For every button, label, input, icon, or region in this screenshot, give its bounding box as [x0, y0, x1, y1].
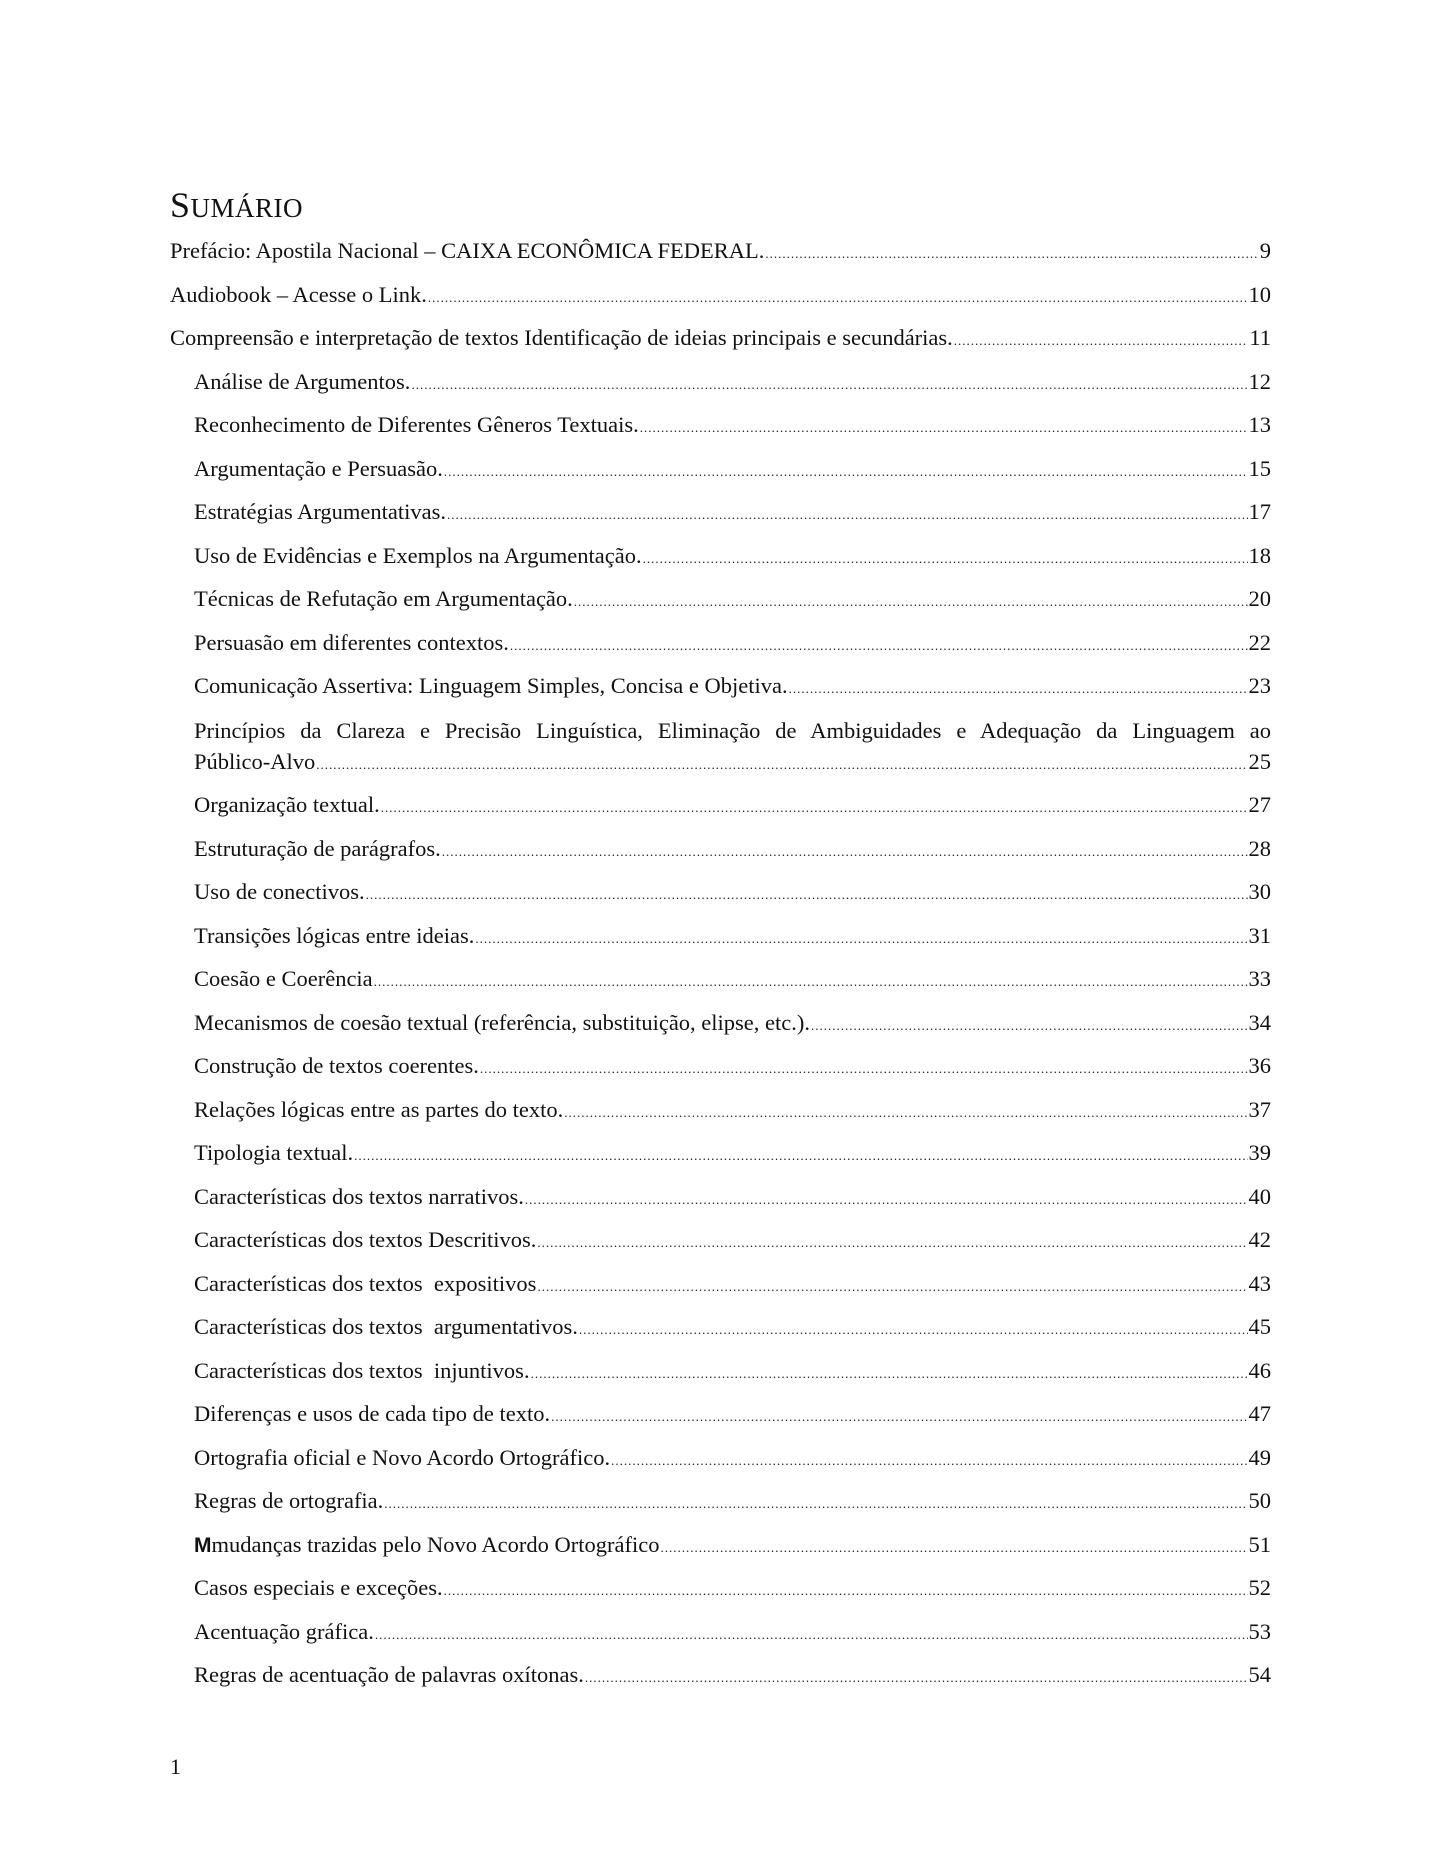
- dot-leader: [640, 413, 1248, 443]
- toc-entry-page: 20: [1248, 586, 1271, 611]
- toc-entry[interactable]: [194, 715, 1271, 779]
- toc-entry-label: Características dos textos expositivos: [194, 1270, 537, 1296]
- toc-entry[interactable]: [194, 1356, 1271, 1386]
- toc-entry[interactable]: [194, 1312, 1271, 1342]
- dot-leader: [381, 793, 1248, 823]
- toc-entry[interactable]: [194, 790, 1271, 820]
- toc-entry-page: 36: [1248, 1053, 1271, 1078]
- dot-leader: [366, 880, 1248, 910]
- toc-entry[interactable]: [194, 877, 1271, 907]
- toc-entry[interactable]: [194, 410, 1271, 440]
- toc-entry[interactable]: [194, 1269, 1271, 1299]
- toc-entry-page: 9: [1259, 238, 1271, 263]
- toc-entry-page: 33: [1248, 966, 1271, 991]
- toc-entry-label: Regras de acentuação de palavras oxítonas.: [194, 1662, 584, 1687]
- dot-leader: [954, 326, 1249, 356]
- toc-entry-page: 34: [1248, 1009, 1271, 1035]
- toc-entry[interactable]: [194, 1660, 1271, 1690]
- toc-entry-label: Transições lógicas entre ideias.: [194, 922, 475, 948]
- toc-entry-page: 40: [1248, 1183, 1271, 1209]
- toc-entry-page: 13: [1248, 412, 1271, 437]
- toc-entry-page: 53: [1248, 1618, 1271, 1644]
- dot-leader: [525, 1185, 1248, 1215]
- toc-entry-page: 28: [1248, 835, 1271, 861]
- toc-entry-page: 10: [1248, 281, 1271, 307]
- toc-entry-page: 54: [1248, 1662, 1271, 1687]
- toc-entry[interactable]: [194, 584, 1271, 614]
- toc-entry-label: Argumentação e Persuasão.: [194, 455, 443, 481]
- toc-entry-label-prefix: M: [194, 1533, 212, 1557]
- toc-entry-page: 11: [1249, 325, 1271, 350]
- toc-entry-label: Uso de conectivos.: [194, 879, 365, 904]
- toc-entry-label: Estruturação de parágrafos.: [194, 835, 441, 861]
- toc-entry-label: Princípios da Clareza e Precisão Linguística, Eliminação de Ambiguidades e Adequação da Linguagem ao: [194, 717, 1271, 743]
- toc-entry-page: 30: [1248, 879, 1271, 904]
- toc-entry[interactable]: [194, 1443, 1271, 1473]
- dot-leader: [551, 1402, 1247, 1432]
- dot-leader: [789, 674, 1248, 704]
- dot-leader: [354, 1141, 1247, 1171]
- dot-leader: [564, 1098, 1247, 1128]
- toc-entry[interactable]: [194, 454, 1271, 484]
- toc-entry-label: Coesão e Coerência: [194, 966, 373, 991]
- toc-entry-label-continuation: Público-Alvo: [194, 748, 316, 774]
- toc-entry-label: Organização textual.: [194, 792, 380, 817]
- dot-leader: [611, 1446, 1247, 1476]
- toc-entry-page: 45: [1248, 1314, 1271, 1339]
- toc-entry[interactable]: [194, 367, 1271, 397]
- toc-entry-label: Construção de textos coerentes.: [194, 1053, 479, 1078]
- toc-entry[interactable]: [194, 964, 1271, 994]
- toc-entry-label: Uso de Evidências e Exemplos na Argumentação.: [194, 542, 642, 568]
- toc-entry-page: 23: [1248, 673, 1271, 698]
- dot-leader: [537, 1228, 1247, 1258]
- toc-entry-page: 43: [1248, 1270, 1271, 1296]
- toc-entry-label: Audiobook – Acesse o Link.: [170, 281, 427, 307]
- toc-title-initial: S: [170, 185, 191, 225]
- toc-entry-page: 46: [1248, 1357, 1271, 1383]
- dot-leader: [442, 837, 1248, 867]
- toc-entry-label: Tipologia textual.: [194, 1140, 354, 1165]
- toc-entry-page: 27: [1248, 792, 1271, 817]
- toc-entry-label: Persuasão em diferentes contextos.: [194, 629, 509, 655]
- dot-leader: [444, 1576, 1248, 1606]
- toc-entry[interactable]: [194, 1486, 1271, 1516]
- dot-leader: [643, 544, 1248, 574]
- dot-leader: [475, 924, 1247, 954]
- toc-entry[interactable]: [170, 323, 1271, 353]
- toc-entry-label: Ortografia oficial e Novo Acordo Ortográfico.: [194, 1444, 611, 1470]
- toc-entry[interactable]: [194, 1008, 1271, 1038]
- toc-entry[interactable]: [194, 1530, 1271, 1560]
- toc-entry-page: 50: [1248, 1488, 1271, 1513]
- toc-entry[interactable]: [194, 1617, 1271, 1647]
- toc-entry-label: Mecanismos de coesão textual (referência, substituição, elipse, etc.).: [194, 1009, 811, 1035]
- toc-entry[interactable]: [194, 497, 1271, 527]
- toc-entry[interactable]: [194, 1051, 1271, 1081]
- toc-entry-label: Características dos textos narrativos.: [194, 1183, 524, 1209]
- toc-entry-page: 49: [1248, 1444, 1271, 1470]
- toc-entry[interactable]: [194, 628, 1271, 658]
- toc-entry-label: Estratégias Argumentativas.: [194, 499, 447, 524]
- dot-leader: [444, 457, 1248, 487]
- toc-entry[interactable]: [170, 280, 1271, 310]
- toc-entry-page: 37: [1248, 1096, 1271, 1122]
- dot-leader: [574, 587, 1248, 617]
- dot-leader: [510, 631, 1248, 661]
- dot-leader: [579, 1315, 1248, 1345]
- dot-leader: [585, 1663, 1248, 1693]
- toc-entry[interactable]: [194, 671, 1271, 701]
- toc-entry-label: Compreensão e interpretação de textos Identificação de ideias principais e secundárias.: [170, 325, 953, 350]
- toc-entry-label: Comunicação Assertiva: Linguagem Simples, Concisa e Objetiva.: [194, 673, 788, 698]
- toc-title: [170, 184, 303, 226]
- toc-title-rest: UMÁRIO: [190, 193, 304, 223]
- toc-entry-label: Características dos textos Descritivos.: [194, 1227, 537, 1252]
- dot-leader: [447, 500, 1247, 530]
- dot-leader: [537, 1272, 1247, 1302]
- dot-leader: [811, 1011, 1247, 1041]
- toc-entry[interactable]: [194, 1138, 1271, 1168]
- toc-entry[interactable]: [194, 834, 1271, 864]
- toc-entry[interactable]: [194, 1399, 1271, 1429]
- toc-entry-page: 15: [1248, 455, 1271, 481]
- toc-entry-label: Diferenças e usos de cada tipo de texto.: [194, 1401, 551, 1426]
- toc-entry-label: Prefácio: Apostila Nacional – CAIXA ECONÔMICA FEDERAL.: [170, 238, 765, 263]
- toc-entry-label: Casos especiais e exceções.: [194, 1575, 443, 1600]
- toc-entry-label: Relações lógicas entre as partes do texto.: [194, 1096, 564, 1122]
- toc-entry-page: 22: [1248, 629, 1271, 655]
- toc-entry[interactable]: [194, 1182, 1271, 1212]
- toc-entry-label: mudanças trazidas pelo Novo Acordo Ortográfico: [211, 1531, 660, 1557]
- toc-entry-label: Acentuação gráfica.: [194, 1618, 374, 1644]
- dot-leader: [375, 1620, 1248, 1650]
- toc-entry-page: 51: [1248, 1531, 1271, 1557]
- toc-entry-label: Reconhecimento de Diferentes Gêneros Textuais.: [194, 412, 639, 437]
- toc-entry[interactable]: [194, 1225, 1271, 1255]
- toc-entry-page: 42: [1248, 1227, 1271, 1252]
- toc-entry-label: Características dos textos injuntivos.: [194, 1357, 530, 1383]
- toc-entry[interactable]: [194, 1573, 1271, 1603]
- toc-entry-label: Características dos textos argumentativos.: [194, 1314, 578, 1339]
- dot-leader: [384, 1489, 1247, 1519]
- dot-leader: [660, 1533, 1247, 1563]
- toc-entry-page: 25: [1248, 748, 1271, 774]
- dot-leader: [374, 967, 1248, 997]
- dot-leader: [531, 1359, 1248, 1389]
- toc-entry[interactable]: [194, 921, 1271, 951]
- toc-entry-page: 18: [1248, 542, 1271, 568]
- toc-entry[interactable]: [194, 541, 1271, 571]
- toc-entry-page: 47: [1248, 1401, 1271, 1426]
- toc-entry-label: Técnicas de Refutação em Argumentação.: [194, 586, 573, 611]
- dot-leader: [428, 283, 1248, 313]
- toc-entry-label: Análise de Argumentos.: [194, 368, 411, 394]
- toc-entry-page: 17: [1248, 499, 1271, 524]
- dot-leader: [316, 750, 1247, 780]
- dot-leader: [411, 370, 1247, 400]
- toc-entry-page: 31: [1248, 922, 1271, 948]
- dot-leader: [765, 239, 1258, 269]
- toc-entry-page: 52: [1248, 1575, 1271, 1600]
- page-number: 1: [170, 1754, 181, 1779]
- toc-entry-label: Regras de ortografia.: [194, 1488, 384, 1513]
- toc-entry[interactable]: [194, 1095, 1271, 1125]
- toc-entry-page: 12: [1248, 368, 1271, 394]
- toc-entry[interactable]: [170, 236, 1271, 266]
- dot-leader: [480, 1054, 1248, 1084]
- toc-entry-page: 39: [1248, 1140, 1271, 1165]
